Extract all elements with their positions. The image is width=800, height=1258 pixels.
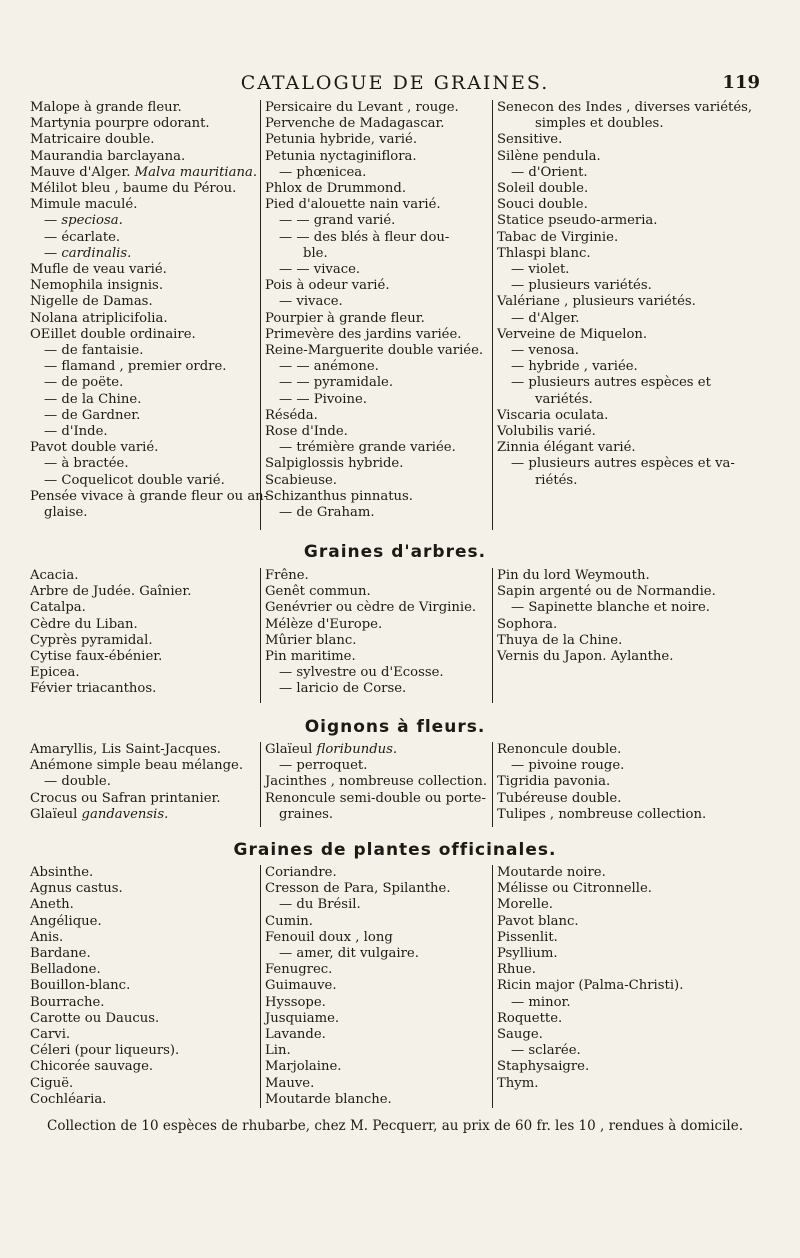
list-item: Moutarde blanche. [265,1091,392,1107]
column-3 [492,865,765,1108]
list-item: Senecon des Indes , diverses variétés, [497,100,753,115]
list-item: Carotte ou Daucus. [30,1010,160,1026]
list-item: Nolana atriplicifolia. [30,310,168,326]
list-item: Vernis du Japon. Aylanthe. [497,649,674,665]
list-item: Coriandre. [265,865,337,880]
list-item: Pourpier à grande fleur. [265,310,425,326]
list-item: Lavande. [265,1027,326,1043]
column-2 [260,742,493,827]
list-item: variétés. [535,391,593,407]
list-item: — plusieurs autres espèces et [511,375,711,391]
list-item: Marjolaine. [265,1059,342,1075]
list-item: — à bractée. [44,456,129,472]
list-item: Matricaire double. [30,132,155,148]
list-item: Absinthe. [30,865,94,880]
list-item: Lin. [265,1043,291,1059]
list-item: Mimule maculé. [30,197,138,213]
list-item: Sensitive. [497,132,563,148]
list-item: Pervenche de Madagascar. [265,116,445,132]
section-medicinal-seeds [30,865,760,1115]
list-item: Petunia hybride, varié. [265,132,418,148]
list-item: — écarlate. [44,229,121,245]
list-item: Mélisse ou Citronnelle. [497,881,652,897]
list-item: — — pyramidale. [279,375,394,391]
list-item: Pissenlit. [497,929,558,945]
list-item: Mélilot bleu , baume du Pérou. [30,181,237,197]
list-item: Pin du lord Weymouth. [497,568,650,583]
list-item: Pensée vivace à grande fleur ou an- [30,488,269,504]
list-item: Tulipes , nombreuse collection. [497,806,707,822]
list-item: Volubilis varié. [497,424,596,440]
list-item: — Sapinette blanche et noire. [511,600,710,616]
list-item: — d'Inde. [44,424,108,440]
list-item: Mûrier blanc. [265,632,357,648]
list-item: Bourrache. [30,994,105,1010]
page-header [30,70,760,98]
column-3 [492,568,765,703]
list-item: Céleri (pour liqueurs). [30,1043,180,1059]
list-item: Tabac de Virginie. [497,229,619,245]
list-item: Ciguë. [30,1075,74,1091]
list-item: Fenouil doux , long [265,929,393,945]
list-item: riétés. [535,472,578,488]
list-item: Moutarde noire. [497,865,606,880]
list-item: Mauve d'Alger. Malva mauritiana. [30,164,258,180]
list-item: Psyllium. [497,946,558,962]
list-item: Frêne. [265,568,309,583]
list-item: graines. [279,806,334,822]
list-item: Genévrier ou cèdre de Virginie. [265,600,477,616]
list-item: Bardane. [30,946,91,962]
list-item: ble. [303,245,328,261]
list-item: — vivace. [279,294,343,310]
list-item: Pois à odeur varié. [265,278,390,294]
list-item: Thuya de la Chine. [497,632,623,648]
list-item: — d'Orient. [511,164,588,180]
list-item: Statice pseudo-armeria. [497,213,658,229]
list-item: — du Brésil. [279,897,361,913]
list-item: — de Graham. [279,505,375,521]
column-1 [30,100,269,521]
list-item: Rose d'Inde. [265,424,348,440]
list-item: — de la Chine. [44,391,142,407]
list-item: Cèdre du Liban. [30,616,138,632]
list-item: — — vivace. [279,262,361,278]
column-3 [492,100,765,530]
list-item: Ricin major (Palma-Christi). [497,978,684,994]
list-item: Morelle. [497,897,553,913]
list-item: Réséda. [265,407,318,423]
list-item: Glaïeul floribundus. [265,742,398,757]
list-item: Persicaire du Levant , rouge. [265,100,459,115]
list-item: — — Pivoine. [279,391,367,407]
list-item: Maurandia barclayana. [30,148,186,164]
list-item: — de Gardner. [44,407,141,423]
page-number: 119 [722,72,760,93]
list-item: Sauge. [497,1027,543,1043]
list-item: Jacinthes , nombreuse collection. [265,774,488,790]
list-item: Scabieuse. [265,472,338,488]
list-item: Thym. [497,1075,539,1091]
list-item: Martynia pourpre odorant. [30,116,210,132]
list-item: Sapin argenté ou de Normandie. [497,584,716,600]
list-item: Schizanthus pinnatus. [265,488,413,504]
list-item: — de poëte. [44,375,124,391]
list-item: — pivoine rouge. [511,758,625,774]
section-title-trees: Graines d'arbres. [303,542,487,562]
section-annual-flowers [30,100,760,535]
column-1 [30,865,250,1108]
list-item: Renoncule double. [497,742,622,757]
list-item: — de fantaisie. [44,343,144,359]
list-item: Viscaria oculata. [497,407,609,423]
list-item: Sophora. [497,616,558,632]
list-item: — plusieurs variétés. [511,278,652,294]
list-item: Primevère des jardins variée. [265,326,462,342]
list-item: Valériane , plusieurs variétés. [497,294,696,310]
list-item: Amaryllis, Lis Saint-Jacques. [30,742,221,757]
list-item: Chicorée sauvage. [30,1059,154,1075]
list-item: Thlaspi blanc. [497,245,591,261]
list-item: Bouillon-blanc. [30,978,131,994]
list-item: Cytise faux-ébénier. [30,649,163,665]
column-2 [260,865,493,1108]
list-item: — minor. [511,994,571,1010]
list-item: — perroquet. [279,758,368,774]
list-item: Verveine de Miquelon. [497,326,648,342]
list-item: Renoncule semi-double ou porte- [265,790,486,806]
column-3 [492,742,765,827]
list-item: — — grand varié. [279,213,396,229]
list-item: Salpiglossis hybride. [265,456,404,472]
list-item: Crocus ou Safran printanier. [30,790,221,806]
list-item: Catalpa. [30,600,86,616]
list-item: OEillet double ordinaire. [30,326,196,342]
list-item: — d'Alger. [511,310,580,326]
list-item: Reine-Marguerite double variée. [265,343,484,359]
list-item: Anémone simple beau mélange. [30,758,244,774]
section-title-bulbs: Oignons à fleurs. [304,717,486,737]
footer-note: Collection de 10 espèces de rhubarbe, chez M. Pecquerr, au prix de 60 fr. les 10 , rendues à domicile. [46,1118,743,1134]
list-item: Pavot double varié. [30,440,159,456]
list-item: — laricio de Corse. [279,681,407,697]
list-item: Aneth. [30,897,74,913]
list-item: Arbre de Judée. Gaînier. [30,584,192,600]
list-item: Soleil double. [497,181,589,197]
list-item: — violet. [511,262,570,278]
list-item: Malope à grande fleur. [30,100,182,115]
list-item: — — des blés à fleur dou- [279,229,450,245]
list-item: Nemophila insignis. [30,278,164,294]
list-item: — double. [44,774,111,790]
column-2 [260,568,493,703]
list-item: Acacia. [30,568,79,583]
section-bulbs [30,742,760,832]
list-item: Jusquiame. [265,1010,340,1026]
section-tree-seeds [30,568,760,708]
list-item: Phlox de Drummond. [265,181,407,197]
list-item: — flamand , premier ordre. [44,359,227,375]
list-item: — amer, dit vulgaire. [279,946,419,962]
list-item: — hybride , variée. [511,359,638,375]
list-item: Rhue. [497,962,536,978]
list-item: Mauve. [265,1075,315,1091]
list-item: Agnus castus. [30,881,123,897]
list-item: Pin maritime. [265,649,356,665]
list-item: — Coquelicot double varié. [44,472,225,488]
list-item: Pied d'alouette nain varié. [265,197,441,213]
column-1 [30,568,250,698]
list-item: Staphysaigre. [497,1059,590,1075]
list-item: Carvi. [30,1027,71,1043]
list-item: Fenugrec. [265,962,333,978]
list-item: Anis. [30,929,64,945]
list-item: Genêt commun. [265,584,371,600]
list-item: Zinnia élégant varié. [497,440,636,456]
list-item: Pavot blanc. [497,913,579,929]
section-title-medicinal: Graines de plantes officinales. [233,840,557,860]
list-item: Belladone. [30,962,101,978]
list-item: Petunia nyctaginiflora. [265,148,417,164]
list-item: Hyssope. [265,994,326,1010]
column-1 [30,742,250,823]
list-item: Cresson de Para, Spilanthe. [265,881,451,897]
list-item: — phœnicea. [279,164,367,180]
list-item: — plusieurs autres espèces et va- [511,456,735,472]
list-item: Mélèze d'Europe. [265,616,383,632]
list-item: — sclarée. [511,1043,581,1059]
page-title: CATALOGUE DE GRAINES. [240,72,550,94]
list-item: Cumin. [265,913,313,929]
list-item: Nigelle de Damas. [30,294,153,310]
list-item: — speciosa. [44,213,123,229]
list-item: Cyprès pyramidal. [30,632,153,648]
list-item: Tubéreuse double. [497,790,622,806]
list-item: Roquette. [497,1010,563,1026]
list-item: Souci double. [497,197,588,213]
list-item: — cardinalis. [44,245,132,261]
list-item: Epicea. [30,665,80,681]
list-item: — venosa. [511,343,579,359]
list-item: Cochléaria. [30,1091,107,1107]
column-2 [260,100,493,530]
list-item: Glaïeul gandavensis. [30,806,169,822]
list-item: Tigridia pavonia. [497,774,611,790]
list-item: — trémière grande variée. [279,440,456,456]
list-item: simples et doubles. [535,116,664,132]
list-item: Guimauve. [265,978,337,994]
list-item: Mufle de veau varié. [30,262,167,278]
list-item: Angélique. [30,913,102,929]
list-item: Févier triacanthos. [30,681,157,697]
list-item: — sylvestre ou d'Ecosse. [279,665,444,681]
list-item: glaise. [44,505,88,521]
list-item: Silène pendula. [497,148,601,164]
list-item: — — anémone. [279,359,379,375]
